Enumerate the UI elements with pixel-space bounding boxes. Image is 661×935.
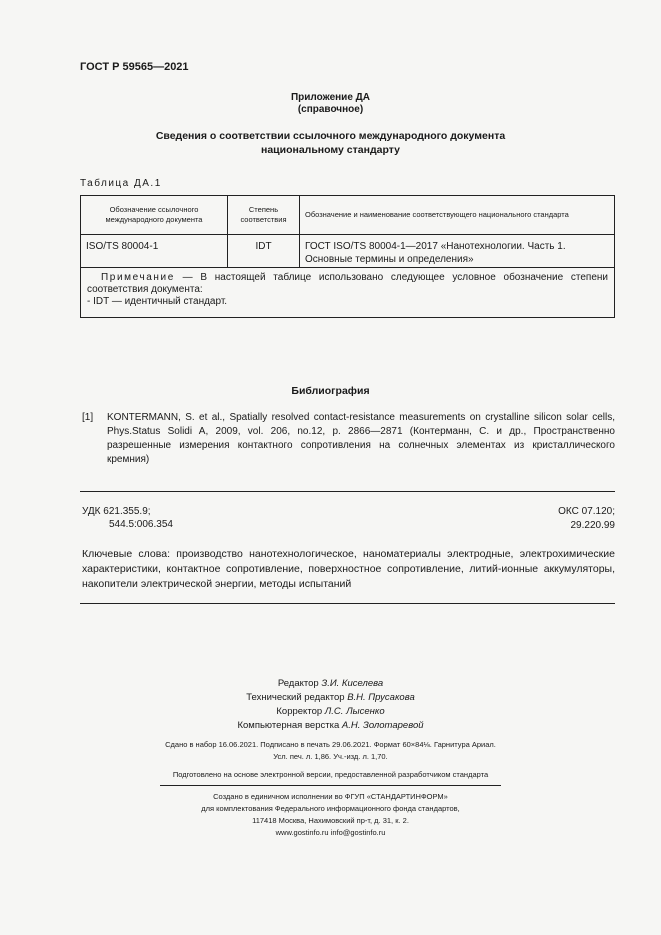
print-info-line2: Усл. печ. л. 1,86. Уч.-изд. л. 1,70. <box>273 752 388 761</box>
table-note-row <box>81 268 615 318</box>
cell-intl-doc: ISO/TS 80004-1 <box>81 235 228 268</box>
publisher-line1: Создано в единичном исполнении во ФГУП «СТАНДАРТИНФОРМ» <box>213 792 448 801</box>
publisher-line3: 117418 Москва, Нахимовский пр-т, д. 31, к. 2. <box>252 816 409 825</box>
table-header-row <box>81 196 615 235</box>
header-intl-doc: Обозначение ссылочного международного документа <box>81 196 228 235</box>
appendix-heading <box>0 129 661 157</box>
cell-national: ГОСТ ISO/TS 80004-1—2017 «Нанотехнологии. Часть 1. Основные термины и определения» <box>300 235 615 268</box>
bibliography-title: Библиография <box>291 385 370 397</box>
appendix-subtitle: (справочное) <box>297 104 364 115</box>
publisher-line2: для комплектования Федерального информационного фонда стандартов, <box>201 804 460 813</box>
correspondence-table <box>80 195 615 318</box>
udk-code-2: 544.5:006.354 <box>109 519 173 530</box>
cell-degree: IDT <box>228 235 300 268</box>
bibliography-text: KONTERMANN, S. et al., Spatially resolved contact-resistance measurements on crystalline silicon solar cells, Phys.Status Solidi A, 2009, vol. 206, no.12, p. 2866—2871 (Контерманн, С. и др., Пространственно разрешенные измерения контактного сопротивления на солнечных элементах из кристаллического кремния) <box>107 412 615 465</box>
divider-bottom <box>80 603 615 604</box>
appendix-heading-line1: Сведения о соответствии ссылочного международного документа <box>155 130 506 142</box>
prepared-note: Подготовлено на основе электронной версии, предоставленной разработчиком стандарта <box>172 770 489 779</box>
note-item: - IDT — идентичный стандарт. <box>87 296 228 307</box>
divider-publisher <box>160 785 501 786</box>
credit-proofreader: Корректор Л.С. Лысенко <box>276 706 385 717</box>
udk-code: УДК 621.355.9; <box>82 506 151 517</box>
credit-tech-editor: Технический редактор В.Н. Прусакова <box>246 692 415 703</box>
divider-top <box>80 491 615 492</box>
bibliography-number: [1] <box>82 412 94 423</box>
appendix-heading-line2: национальному стандарту <box>260 144 400 156</box>
table-row <box>81 235 615 268</box>
oks-code-1: ОКС 07.120; <box>558 506 615 517</box>
oks-code-2: 29.220.99 <box>570 520 615 531</box>
print-info <box>0 739 661 763</box>
oks-code <box>558 505 615 533</box>
header-degree: Степень соответствия <box>228 196 300 235</box>
note-text: — В настоящей таблице использовано следующее условное обозначение степени соответствия документа: <box>87 272 608 295</box>
publisher-info <box>0 791 661 839</box>
note-label: Примечание <box>101 272 175 283</box>
appendix-title: Приложение ДА <box>290 92 371 103</box>
credit-editor: Редактор З.И. Киселева <box>277 678 384 689</box>
credits <box>0 677 661 733</box>
bibliography-entry <box>82 411 615 467</box>
table-note <box>81 268 615 318</box>
print-info-line1: Сдано в набор 16.06.2021. Подписано в печать 29.06.2021. Формат 60×84⅛. Гарнитура Ариал. <box>165 740 496 749</box>
standard-number: ГОСТ Р 59565—2021 <box>80 61 189 73</box>
keywords: Ключевые слова: производство нанотехнологическое, наноматериалы электродные, электрохимические характеристики, контактное сопротивление, поверхностное сопротивление, литий-ионные аккумуляторы, накопители электрической энергии, методы испытаний <box>82 548 615 590</box>
header-national: Обозначение и наименование соответствующего национального стандарта <box>300 196 615 235</box>
table-caption: Таблица ДА.1 <box>80 178 162 189</box>
publisher-line4: www.gostinfo.ru info@gostinfo.ru <box>275 828 386 837</box>
credit-layout: Компьютерная верстка А.Н. Золотаревой <box>237 720 424 731</box>
